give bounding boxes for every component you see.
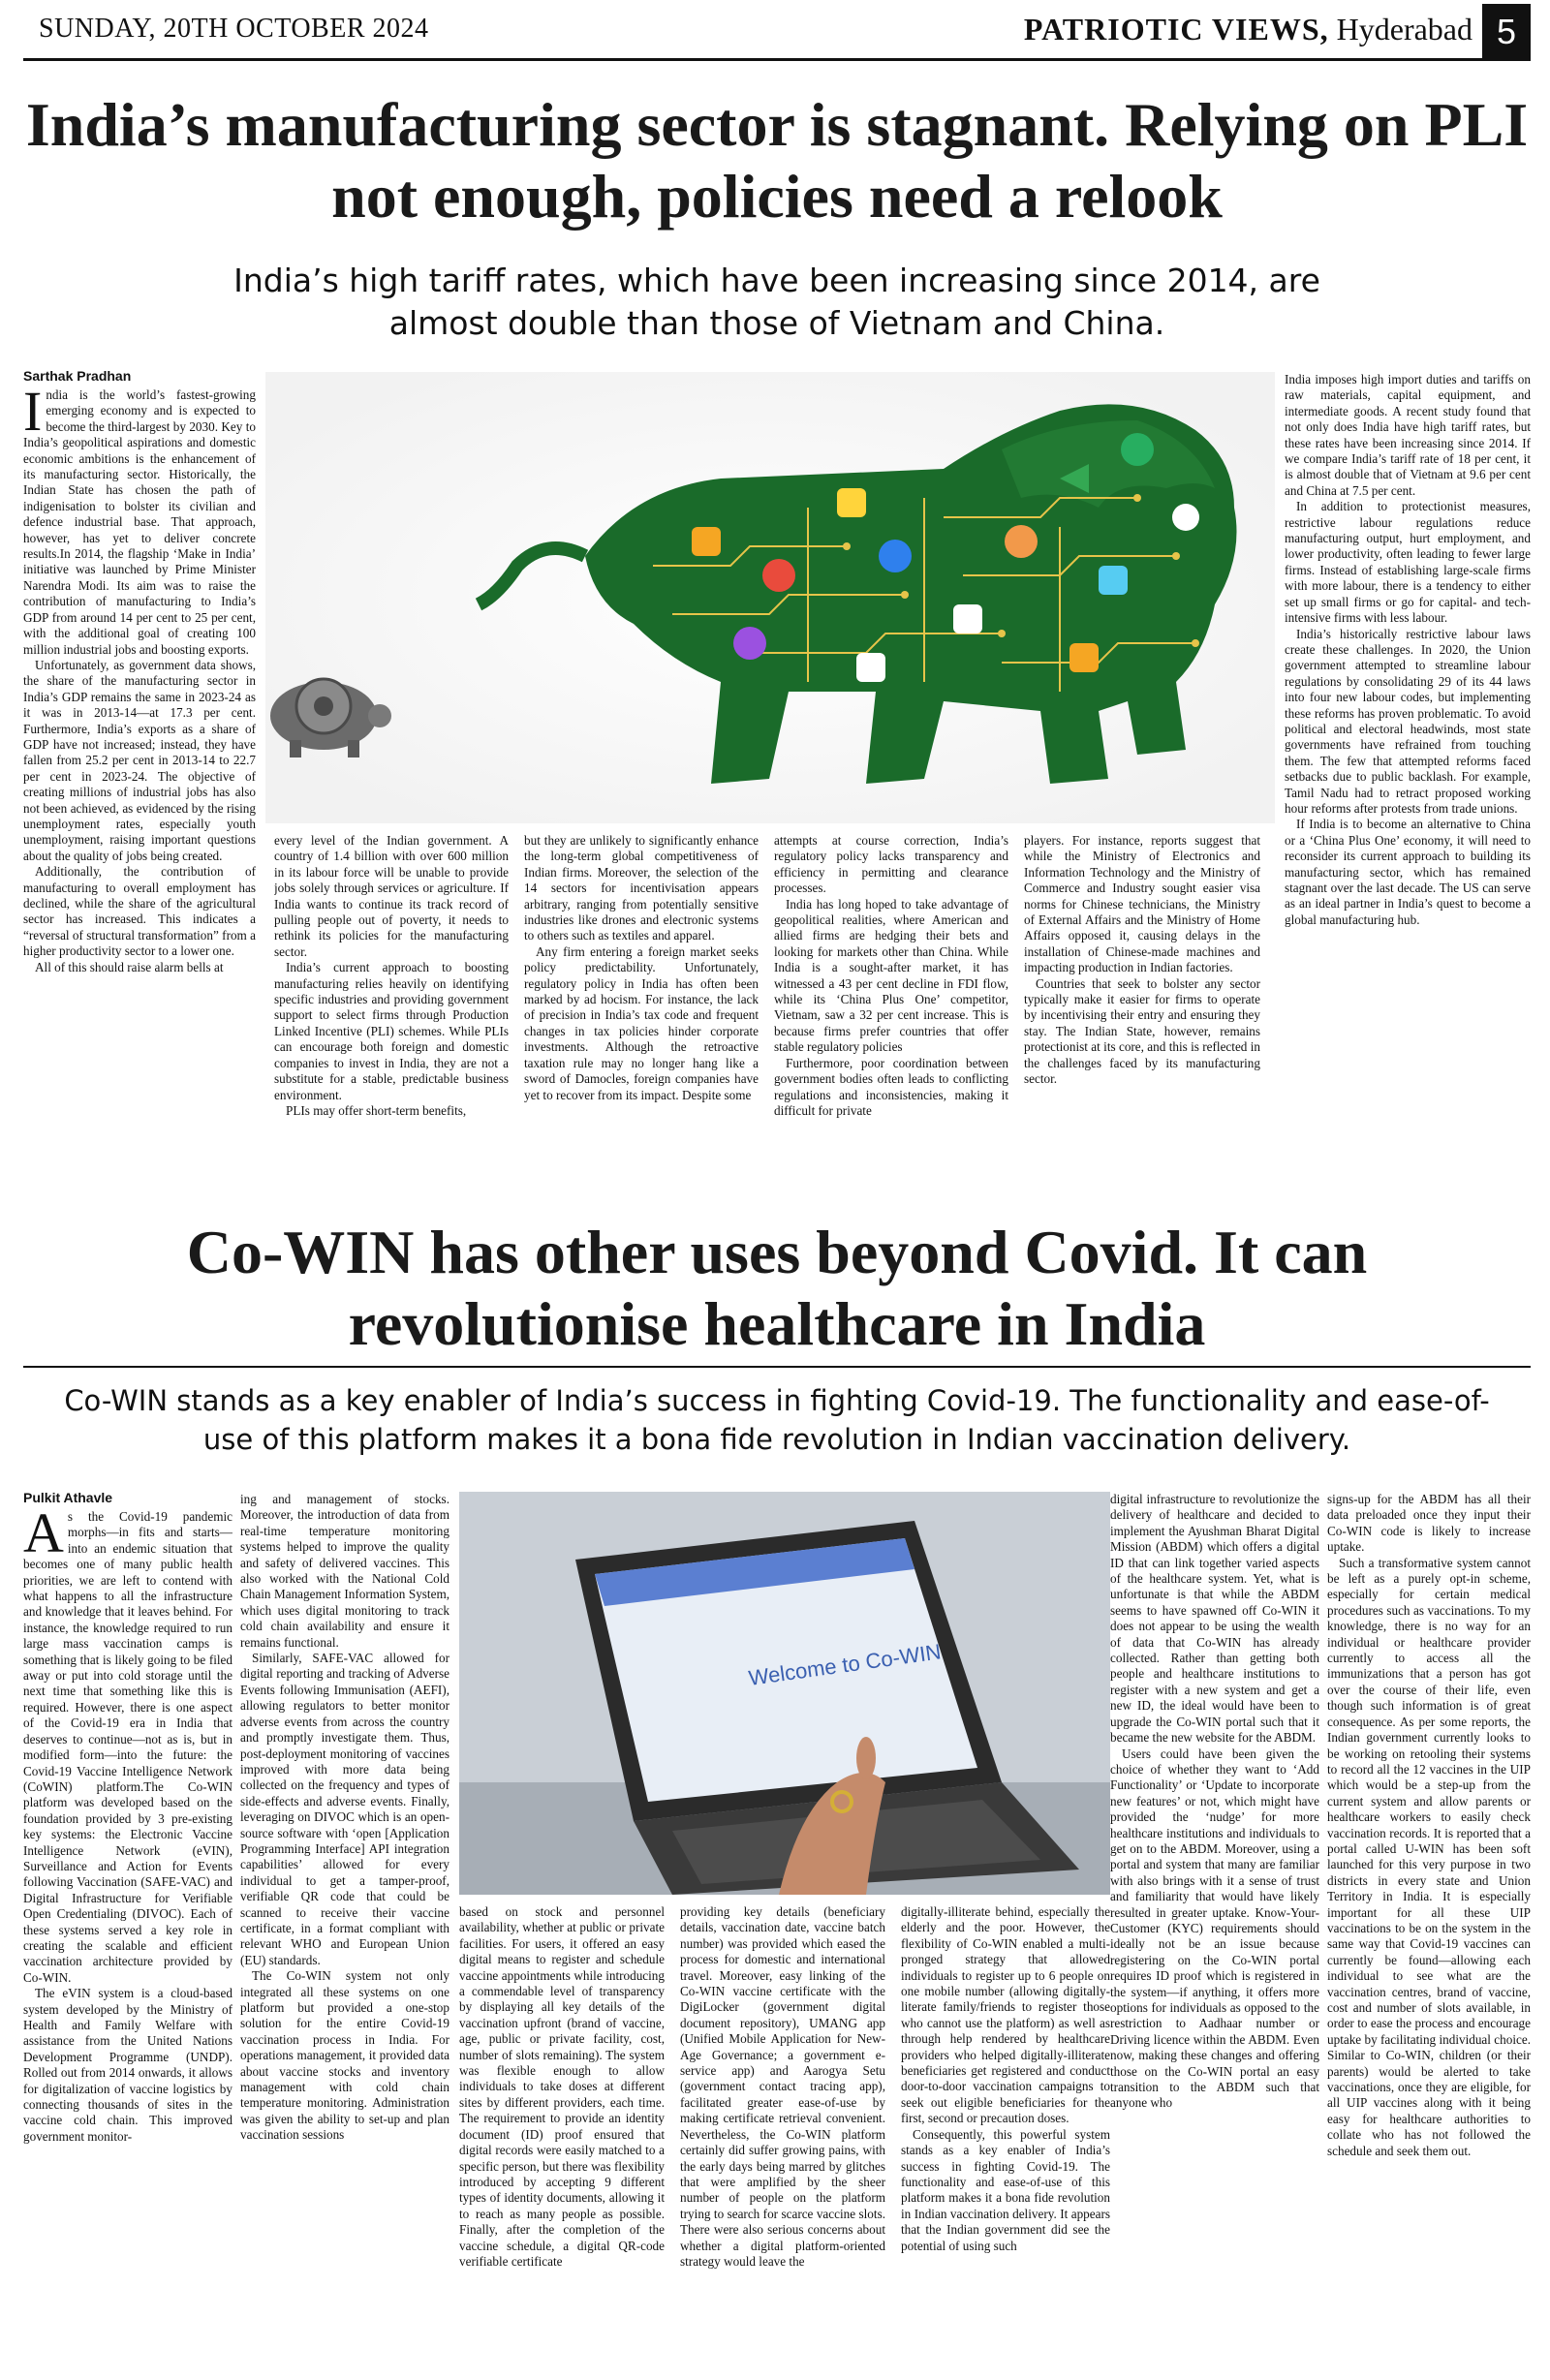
article1-paragraph: ndia is the world’s fastest-growing emerging economy and is expected to become the third-largest by 2030. Key to India’s geopolitical aspirations and domestic economic ambitions is the enhancement of its manufacturing sector. Historically, the Indian State has chosen the path of indigenisation to bolster its civilian and defence industrial base. That approach, however, has yet to deliver concrete results.In 2014, the flagship ‘Make in India’ initiative was launched by Prime Minister Narendra Modi. Its aim was to raise the contribution of manufacturing to India’s GDP from around 14 per cent to 25 per cent, with the additional goal of creating 100 million industrial jobs and boosting exports. — [23, 387, 256, 657]
article1-image — [265, 372, 1275, 823]
article1-paragraph: If India is to become an alternative to China or a ‘China Plus One’ economy, it will need to reconsider its current approach to building its manufacturing sector, which has remained stagnant over the last decade. The US can serve as an ideal partner in India’s quest to become a global manufacturing hub. — [1285, 817, 1531, 927]
article2-column-3 — [459, 1904, 665, 2371]
article2-paragraph: ing and management of stocks. Moreover, the introduction of data from real-time temperature monitoring systems helped to improve the quality and safety of delivered vaccines. This also worked with the National Cold Chain Management Information System, which uses digital monitoring to track cold chain availability and ensure it remains functional. — [240, 1492, 450, 1650]
article1-paragraph: All of this should raise alarm bells at — [35, 959, 224, 974]
laptop-photo — [459, 1492, 1110, 1895]
make-in-india-lion-icon — [265, 372, 1275, 823]
newspaper-name — [1024, 12, 1472, 47]
article2-dropcap: A — [23, 1509, 64, 1564]
paper-title: PATRIOTIC VIEWS, — [1023, 12, 1329, 46]
article1-byline: Sarthak Pradhan — [23, 368, 132, 384]
article2-paragraph: signs-up for the ABDM has all their data preloaded once they input their Co-WIN code is likely to increase uptake. — [1327, 1492, 1531, 1555]
paper-city: Hyderabad — [1336, 12, 1472, 46]
article1-paragraph: India’s current approach to boosting manufacturing relies heavily on identifying specific industries and providing government support to select firms through Production Linked Incentive (PLI) schemes. While PLIs can encourage both foreign and domestic companies to invest in India, they are not a substitute for a stable, predictable business environment. — [274, 960, 509, 1102]
article2-column-4 — [680, 1904, 885, 2371]
article1-column-1 — [23, 387, 256, 1358]
article2-column-5 — [901, 1904, 1110, 2371]
article2-byline: Pulkit Athavle — [23, 1490, 113, 1505]
article1-paragraph: Countries that seek to bolster any sector typically make it easier for firms to operate by incentivising their entry and ensuring they stay. The Indian State, however, remains protectionist at its core, and this is reflected in the challenges faced by its manufacturing sector. — [1024, 975, 1260, 1087]
page-number: 5 — [1482, 4, 1531, 60]
article1-paragraph: Unfortunately, as government data shows, the share of the manufacturing sector in India’s GDP remains the same in 2023-24 as it was in 2013-14—at 17.3 per cent. Furthermore, India’s exports as a share of GDP have not increased; instead, they have fallen from 25.2 per cent in 2013-14 to 22.7 per cent in 2023-24. The objective of creating millions of industrial jobs has also not been achieved, as evidenced by the rising unemployment rates, especially youth unemployment, raising important questions about the quality of jobs being created. — [23, 657, 256, 863]
article2-paragraph: Similarly, SAFE-VAC allowed for digital reporting and tracking of Adverse Events following Immunisation (AEFI), allowing regulators to better monitor adverse events from across the country and promptly investigate them. Thus, post-deployment monitoring of vaccines improved with more data being collected on the frequency and types of side-effects and adverse events. Finally, leveraging on DIVOC which is an open-source software with ‘open [Application Programming Interface] API integration capabilities’ allowed for every individual to get a tamper-proof, verifiable QR code that could be scanned to receive their vaccine certificate, in a format compliant with relevant WHO and European Union (EU) standards. — [240, 1651, 450, 1967]
article1-paragraph: PLIs may offer short-term benefits, — [286, 1102, 467, 1118]
article1-paragraph: In addition to protectionist measures, restrictive labour regulations reduce manufacturing output, hurt employment, and lower productivity, often leading to fewer large firms. Instead of establishing large-scale firms with more labour, there is a tendency to either set up small firms or go for capital- and tech-intensive firms with less labour. — [1285, 499, 1531, 626]
article1-headline: India’s manufacturing sector is stagnant. Relying on PLI not enough, policies need a relook — [25, 90, 1529, 231]
article1-column-6 — [1285, 372, 1531, 1358]
article2-deck: Co-WIN stands as a key enabler of India’s success in fighting Covid-19. The functionality and ease-of-use of this platform makes it a bona fide revolution in Indian vaccination delivery. — [64, 1384, 1490, 1456]
article1-dropcap: I — [23, 387, 43, 443]
article2-paragraph: The eVIN system is a cloud-based system developed by the Ministry of Health and Family Welfare with assistance from the United Nations Development Programme (UNDP). Rolled out from 2014 onwards, it allows for digitalization of vaccine logistics by connecting thousands of sites in the vaccine cold chain. This improved government monitor- — [23, 1986, 232, 2144]
article1-paragraph: Any firm entering a foreign market seeks policy predictability. Unfortunately, regulatory policy in India has often been marked by ad hocism. For instance, the lack of precision in India’s tax code and frequent changes in tax policies hinder corporate investments. Although the retroactive taxation rule may no longer hang like a sword of Damocles, foreign companies have yet to recover from its impact. Despite some — [524, 943, 759, 1102]
article1-paragraph: every level of the Indian government. A country of 1.4 billion with over 600 million in its labour force will be unable to provide jobs solely through services or agriculture. If India wants to continue its track record of pulling people out of poverty, it needs to rethink its policies for the manufacturing sector. — [274, 833, 509, 959]
article2-paragraph: digital infrastructure to revolutionize the delivery of healthcare and decided to implement the Ayushman Bharat Digital Mission (ABDM) which offers a digital ID that can link together varied aspects of the healthcare system. Yet, what is unfortunate is that while the ABDM seems to have spawned off Co-WIN it does not appear to be using the wealth of data that Co-WIN has already collected. Rather than getting both people and healthcare institutions to register with a new system and get a new ID, the ideal would have been to upgrade the Co-WIN portal such that it became the new website for the ABDM. — [1110, 1492, 1319, 1746]
article2-paragraph: providing key details (beneficiary details, vaccination date, vaccine batch number) was provided which eased the process for domestic and international travel. Moreover, easy linking of the Co-WIN vaccine certificate with the DigiLocker (government digital document repository), UMANG app (Unified Mobile Application for New-Age Governance; a government e-service app) and Aarogya Setu (government contact tracing app), facilitated greater ease-of-use by making certificate retrieval convenient. Nevertheless, the Co-WIN platform certainly did suffer growing pains, with the early days being marred by glitches that were amplified by the sheer number of people on the platform trying to search for scarce vaccine slots. There were also serious concerns about whether a digital platform-oriented strategy would leave the — [680, 1904, 885, 2269]
article1-paragraph: attempts at course correction, India’s regulatory policy lacks transparency and efficiency in permitting and clearance processes. — [774, 833, 1008, 896]
article2-column-1 — [23, 1509, 232, 2371]
article2-column-2 — [240, 1492, 450, 2371]
article2-paragraph: Users could have been given the choice of whether they want to ‘Add Functionality’ or ‘Update to incorporate new features’ or not, which might have provided the ‘nudge’ for more healthcare institutions and individuals to get on to the ABDM. Moreover, using a portal and system that many are familiar with also brings with it a sense of trust and familiarity that would have likely resulted in greater uptake. Know-Your-Customer (KYC) requirements should ideally not be an issue because registering on the Co-WIN portal requires ID proof which is registered in the system—if anything, it offers more options for individuals as opposed to the restriction to Aadhaar number or Driving licence within the ABDM. Even now, making these changes and offering those on the Co-WIN portal an easy transition to the ABDM such that anyone who — [1110, 1746, 1319, 2111]
article2-paragraph: based on stock and personnel availability, whether at public or private facilities. For users, it offered an easy digital means to register and schedule vaccine appointments while introducing a commendable level of transparency by displaying all key details of the vaccination upfront (brand of vaccine, age, public or private facility, cost, number of slots remaining). The system was flexible enough to allow individuals to take doses at different sites by different providers, each time. The requirement to provide an identity document (ID) proof ensured that digital records were easily matched to a specific person, but there was flexibility introduced by accepting 9 different types of identity documents, allowing it to reach as many people as possible. Finally, after the completion of the vaccine schedule, a digital QR-code verifiable certificate — [459, 1904, 665, 2269]
article1-paragraph: Furthermore, poor coordination between government bodies often leads to conflicting regulations and inconsistencies, making it difficult for private — [774, 1055, 1008, 1118]
article2-paragraph: Such a transformative system cannot be left as a purely opt-in scheme, especially for certain medical procedures such as vaccinations. To my knowledge, there is no way for an individual or healthcare provider currently to access all the immunizations that a person has got over the course of their life, even though such information is of great consequence. As per some reports, the Indian government currently looks to be working on retooling their systems to record all the 12 vaccines in the UIP which would be a step-up from the current system and allow parents or healthcare workers to easily check vaccination records. It is reported that a portal called U-WIN has been soft launched for this very purpose in two districts in every state and Union Territory in India. It is especially important for all these UIP vaccinations to be on the system in the same way that Covid-19 vaccines can currently be found—allowing each individual to see what are the vaccination centres, brand of vaccine, cost and number of slots available, in order to ease the process and encourage uptake by facilitating individual choice. Similar to Co-WIN, children (or their parents) would be alerted to take vaccinations, once they are eligible, for all UIP vaccines along with it being easy for healthcare authorities to collate who has not followed the schedule and seek them out. — [1327, 1555, 1531, 2158]
article2-paragraph: The Co-WIN system not only integrated all these systems on one platform but provided a one-stop solution for the entire Covid-19 vaccination process in India. For operations management, it provided data about vaccine stocks and inventory management with cold chain temperature monitoring. Administration was given the ability to set-up and plan vaccination sessions — [240, 1968, 450, 2143]
article1-paragraph: India imposes high import duties and tariffs on raw materials, capital equipment, and intermediate goods. A recent study found that not only does India have high tariff rates, but these rates have been increasing since 2014. If we compare India’s tariff rate of 18 per cent, it is almost double that of Vietnam at 9.6 per cent and China at 7.5 per cent. — [1285, 372, 1531, 498]
issue-date: SUNDAY, 20TH OCTOBER 2024 — [39, 14, 429, 44]
article1-paragraph: India’s historically restrictive labour laws create these challenges. In 2020, the Union government attempted to streamline labour regulations by consolidating 29 of its 44 laws into four new labour codes, but implementing these reforms has proven problematic. To avoid political and electoral headwinds, most state governments have refrained from touching them. The few that attempted reforms faced setbacks due to public backlash. For example, Tamil Nadu had to retract proposed working hour reforms after protests from trade unions. — [1285, 626, 1531, 816]
article2-column-7 — [1327, 1492, 1531, 2371]
article2-image — [459, 1492, 1110, 1895]
article2-paragraph: s the Covid-19 pandemic morphs—in fits and starts—into an endemic situation that becomes one of many public health priorities, we are left to contend with what happens to all the infrastructure and knowledge that it leaves behind. For instance, the knowledge required to run large mass vaccination camps is something that is likely going to be filed away or put into cold storage until the next time that something like this is required. However, there is one aspect of the Covid-19 era in India that deserves to continue—not as is, but in modified form—into the future: the Covid-19 Vaccine Intelligence Network (CoWIN) platform.The Co-WIN platform was developed based on the foundation provided by 3 pre-existing key systems: the Electronic Vaccine Intelligence Network (eVIN), Surveillance and Action for Events following Vaccination (SAFE-VAC) and Digital Infrastructure for Verifiable Open Credentialing (DIVOC). Each of these systems served a key role in creating the scalable and efficient vaccination architecture provided by Co-WIN. — [23, 1509, 232, 1985]
article1-deck: India’s high tariff rates, which have been increasing since 2014, are almost double than those of Vietnam and China. — [233, 262, 1320, 342]
article2-paragraph: Consequently, this powerful system stands as a key enabler of India’s success in fighting Covid-19. The functionality and ease-of-use of this platform makes it a bona fide revolution in Indian vaccination delivery. It appears that the Indian government did see the potential of using such — [901, 2126, 1110, 2253]
masthead — [23, 4, 1531, 61]
article2-headline: Co-WIN has other uses beyond Covid. It can revolutionise healthcare in India — [186, 1218, 1368, 1358]
article1-paragraph: players. For instance, reports suggest that while the Ministry of Electronics and Information Technology and the Ministry of Commerce and Industry sought easier visa norms for Chinese technicians, the Ministry of External Affairs and the Ministry of Home Affairs opposed it, causing delays in the installation of Chinese-made machines and impacting production in Indian factories. — [1024, 833, 1260, 975]
article2-column-6 — [1110, 1492, 1319, 2371]
section-divider — [23, 1366, 1531, 1368]
article1-paragraph: Additionally, the contribution of manufacturing to overall employment has declined, while the share of the agricultural sector has increased. This indicates a “reversal of structural transformation” from a higher productivity sector to a lower one. — [23, 864, 256, 959]
article1-paragraph: but they are unlikely to significantly enhance the long-term global competitiveness of Indian firms. Moreover, the selection of the 14 sectors for incentivisation appears arbitrary, ranging from potentially sensitive industries like drones and electronic systems to others such as textiles and apparel. — [524, 833, 759, 943]
screen-welcome-text: Welcome to Co-WIN — [747, 1639, 943, 1690]
article1-paragraph: India has long hoped to take advantage of geopolitical realities, where American and allied firms are hedging their bets and looking for markets other than China. While India is a sought-after market, it has witnessed a 43 per cent decline in FDI flow, while its ‘China Plus One’ competitor, Vietnam, saw a 32 per cent increase. This is because firms prefer countries that offer stable regulatory policies — [774, 896, 1008, 1055]
article2-paragraph: digitally-illiterate behind, especially the elderly and the poor. However, the flexibility of Co-WIN enabled a multi-pronged strategy that allowed individuals to register up to 6 people on one mobile number (allowing digitally-literate family/friends to register those who cannot use the platform) as well as through help rendered by healthcare providers who helped digitally-illiterate beneficiaries get registered and conduct door-to-door vaccination campaigns to seek out eligible beneficiaries for the first, second or precaution doses. — [901, 1904, 1110, 2126]
